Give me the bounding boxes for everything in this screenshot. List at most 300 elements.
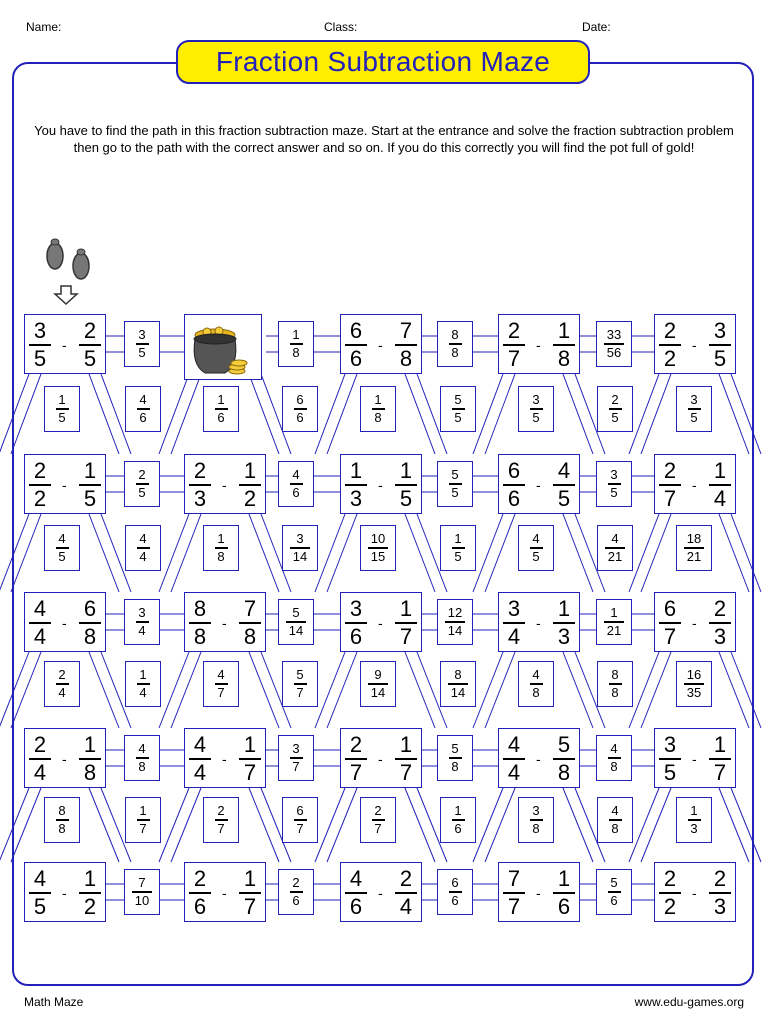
numerator: 8	[193, 596, 207, 621]
numerator: 6	[507, 458, 521, 483]
numerator: 1	[713, 732, 727, 757]
maze-path-line	[0, 788, 29, 862]
denominator: 14	[370, 685, 386, 700]
answer-box	[597, 525, 633, 571]
numerator: 9	[374, 667, 382, 682]
fraction	[187, 867, 213, 919]
maze-path-line	[249, 514, 279, 592]
answer-box	[124, 599, 160, 645]
minus-sign: -	[692, 885, 697, 901]
numerator: 2	[349, 732, 363, 757]
fraction	[126, 532, 160, 564]
fraction	[597, 742, 631, 774]
answer-box	[360, 661, 396, 707]
maze-path-line	[171, 788, 201, 862]
answer-box	[44, 386, 80, 432]
fraction	[677, 393, 711, 425]
answer-box	[125, 386, 161, 432]
fraction	[707, 597, 733, 649]
denominator: 6	[349, 624, 363, 649]
fraction	[283, 393, 317, 425]
numerator: 7	[138, 875, 146, 890]
date-label: Date:	[582, 20, 611, 34]
subtraction-problem	[498, 862, 580, 922]
maze-path-line	[563, 514, 593, 592]
maze-path-line	[719, 514, 749, 592]
fraction	[283, 804, 317, 836]
numerator: 4	[611, 803, 619, 818]
numerator: 33	[606, 327, 622, 342]
maze-path-line	[473, 374, 503, 454]
maze-path-line	[641, 514, 671, 592]
answer-box	[597, 797, 633, 843]
footprints-icon	[40, 236, 102, 308]
fraction	[125, 876, 159, 908]
denominator: 5	[399, 486, 413, 511]
numerator: 4	[139, 392, 147, 407]
denominator: 5	[557, 486, 571, 511]
answer-box	[278, 461, 314, 507]
fraction	[279, 468, 313, 500]
numerator: 2	[33, 732, 47, 757]
subtraction-problem	[184, 592, 266, 652]
fraction	[279, 328, 313, 360]
denominator: 7	[292, 759, 300, 774]
fraction	[237, 733, 263, 785]
answer-box	[437, 869, 473, 915]
denominator: 6	[507, 486, 521, 511]
fraction	[204, 804, 238, 836]
answer-box	[203, 525, 239, 571]
numerator: 3	[138, 327, 146, 342]
fraction	[519, 804, 553, 836]
maze-path-line	[719, 788, 749, 862]
fraction	[125, 328, 159, 360]
fraction	[438, 876, 472, 908]
denominator: 2	[83, 894, 97, 919]
minus-sign: -	[378, 751, 383, 767]
fraction	[361, 532, 395, 564]
numerator: 5	[296, 667, 304, 682]
fraction	[677, 804, 711, 836]
numerator: 2	[663, 866, 677, 891]
denominator: 8	[138, 759, 146, 774]
denominator: 8	[374, 410, 382, 425]
fraction	[597, 876, 631, 908]
numerator: 2	[507, 318, 521, 343]
denominator: 7	[399, 760, 413, 785]
numerator: 10	[370, 531, 386, 546]
answer-box	[282, 661, 318, 707]
denominator: 6	[557, 894, 571, 919]
footer-left: Math Maze	[24, 995, 84, 1009]
numerator: 1	[83, 458, 97, 483]
denominator: 35	[686, 685, 702, 700]
numerator: 3	[292, 741, 300, 756]
denominator: 15	[370, 549, 386, 564]
numerator: 4	[610, 741, 618, 756]
subtraction-problem	[184, 728, 266, 788]
answer-box	[440, 386, 476, 432]
maze-path-line	[405, 514, 435, 592]
fraction	[441, 393, 475, 425]
answer-box	[124, 735, 160, 781]
fraction	[125, 468, 159, 500]
denominator: 6	[349, 346, 363, 371]
denominator: 7	[399, 624, 413, 649]
maze-path-line	[563, 652, 593, 728]
subtraction-problem	[498, 314, 580, 374]
minus-sign: -	[222, 615, 227, 631]
denominator: 7	[139, 821, 147, 836]
maze-path-line	[89, 514, 119, 592]
maze-path-line	[563, 374, 593, 454]
denominator: 5	[58, 549, 66, 564]
fraction	[343, 597, 369, 649]
minus-sign: -	[536, 615, 541, 631]
numerator: 8	[611, 667, 619, 682]
numerator: 3	[610, 467, 618, 482]
answer-box	[203, 797, 239, 843]
numerator: 3	[349, 596, 363, 621]
minus-sign: -	[536, 751, 541, 767]
maze-path-line	[473, 514, 503, 592]
fraction	[657, 867, 683, 919]
page-title: Fraction Subtraction Maze	[176, 40, 590, 84]
numerator: 1	[243, 458, 257, 483]
maze-path-line	[641, 788, 671, 862]
numerator: 1	[83, 866, 97, 891]
numerator: 1	[557, 866, 571, 891]
instructions: You have to find the path in this fraction subtraction maze. Start at the entrance and solve the fraction subtraction problem then go to the path with the correct answer and so on. If you do this correctly you will find the pot full of gold!	[34, 123, 734, 155]
numerator: 2	[58, 667, 66, 682]
subtraction-problem	[340, 592, 422, 652]
denominator: 5	[138, 485, 146, 500]
denominator: 8	[611, 821, 619, 836]
denominator: 8	[532, 685, 540, 700]
fraction	[551, 459, 577, 511]
minus-sign: -	[692, 477, 697, 493]
fraction	[361, 668, 395, 700]
numerator: 2	[374, 803, 382, 818]
fraction	[27, 867, 53, 919]
minus-sign: -	[378, 885, 383, 901]
fraction	[393, 867, 419, 919]
fraction	[45, 532, 79, 564]
denominator: 7	[507, 894, 521, 919]
fraction	[204, 393, 238, 425]
denominator: 4	[33, 760, 47, 785]
maze-path-line	[405, 788, 435, 862]
numerator: 1	[399, 458, 413, 483]
maze-path-line	[485, 374, 515, 454]
maze-path-line	[719, 652, 749, 728]
numerator: 1	[557, 318, 571, 343]
answer-box	[278, 869, 314, 915]
denominator: 5	[454, 549, 462, 564]
answer-box	[437, 735, 473, 781]
fraction	[27, 319, 53, 371]
minus-sign: -	[378, 477, 383, 493]
denominator: 5	[138, 345, 146, 360]
numerator: 2	[663, 458, 677, 483]
numerator: 1	[217, 531, 225, 546]
denominator: 4	[58, 685, 66, 700]
denominator: 5	[713, 346, 727, 371]
fraction	[279, 606, 313, 638]
footer-right: www.edu-games.org	[634, 995, 744, 1009]
answer-box	[203, 661, 239, 707]
fraction	[707, 459, 733, 511]
fraction	[45, 393, 79, 425]
fraction	[441, 804, 475, 836]
denominator: 4	[193, 760, 207, 785]
maze-path-line	[485, 788, 515, 862]
fraction	[125, 606, 159, 638]
numerator: 3	[663, 732, 677, 757]
subtraction-problem	[654, 454, 736, 514]
numerator: 4	[33, 866, 47, 891]
denominator: 7	[243, 894, 257, 919]
numerator: 4	[139, 531, 147, 546]
answer-box	[437, 321, 473, 367]
denominator: 7	[217, 685, 225, 700]
denominator: 6	[454, 821, 462, 836]
goal-box	[184, 314, 262, 380]
numerator: 3	[532, 803, 540, 818]
maze-path-line	[629, 514, 659, 592]
fraction	[343, 733, 369, 785]
numerator: 5	[451, 741, 459, 756]
maze-path-line	[485, 514, 515, 592]
maze-path-line	[0, 514, 29, 592]
denominator: 8	[58, 821, 66, 836]
fraction	[441, 532, 475, 564]
denominator: 3	[713, 894, 727, 919]
fraction	[187, 733, 213, 785]
numerator: 1	[58, 392, 66, 407]
fraction	[657, 733, 683, 785]
denominator: 6	[451, 893, 459, 908]
numerator: 8	[451, 327, 459, 342]
maze-path-line	[315, 374, 345, 454]
numerator: 3	[532, 392, 540, 407]
fraction	[707, 733, 733, 785]
answer-box	[437, 461, 473, 507]
denominator: 4	[399, 894, 413, 919]
fraction	[125, 742, 159, 774]
fraction	[438, 328, 472, 360]
denominator: 8	[557, 760, 571, 785]
fraction	[187, 597, 213, 649]
answer-box	[203, 386, 239, 432]
denominator: 8	[217, 549, 225, 564]
numerator: 1	[454, 803, 462, 818]
fraction	[204, 668, 238, 700]
maze-path-line	[89, 652, 119, 728]
denominator: 5	[83, 486, 97, 511]
numerator: 6	[451, 875, 459, 890]
maze-path-line	[159, 374, 189, 454]
minus-sign: -	[62, 751, 67, 767]
minus-sign: -	[536, 337, 541, 353]
fraction	[343, 319, 369, 371]
fraction	[707, 867, 733, 919]
fraction	[393, 733, 419, 785]
denominator: 3	[193, 486, 207, 511]
fraction	[126, 668, 160, 700]
numerator: 2	[292, 875, 300, 890]
minus-sign: -	[62, 337, 67, 353]
numerator: 4	[33, 596, 47, 621]
fraction	[393, 597, 419, 649]
subtraction-problem	[184, 862, 266, 922]
numerator: 6	[349, 318, 363, 343]
maze-path-line	[629, 374, 659, 454]
answer-box	[597, 386, 633, 432]
denominator: 21	[606, 623, 622, 638]
maze-path-line	[731, 514, 761, 592]
fraction	[77, 459, 103, 511]
numerator: 4	[193, 732, 207, 757]
subtraction-problem	[24, 728, 106, 788]
denominator: 8	[451, 345, 459, 360]
denominator: 7	[243, 760, 257, 785]
answer-box	[125, 525, 161, 571]
maze-path-line	[731, 788, 761, 862]
denominator: 7	[217, 821, 225, 836]
answer-box	[518, 525, 554, 571]
numerator: 4	[507, 732, 521, 757]
fraction	[501, 867, 527, 919]
denominator: 2	[663, 894, 677, 919]
numerator: 4	[58, 531, 66, 546]
fraction	[126, 393, 160, 425]
denominator: 6	[139, 410, 147, 425]
numerator: 2	[217, 803, 225, 818]
maze-path-line	[249, 652, 279, 728]
denominator: 2	[663, 346, 677, 371]
maze-path-line	[159, 788, 189, 862]
numerator: 5	[557, 732, 571, 757]
numerator: 1	[557, 596, 571, 621]
numerator: 1	[399, 732, 413, 757]
denominator: 8	[611, 685, 619, 700]
fraction	[598, 804, 632, 836]
numerator: 1	[243, 866, 257, 891]
answer-box	[596, 461, 632, 507]
answer-box	[124, 869, 160, 915]
numerator: 2	[83, 318, 97, 343]
answer-box	[124, 321, 160, 367]
answer-box	[596, 321, 632, 367]
subtraction-problem	[24, 314, 106, 374]
fraction	[707, 319, 733, 371]
fraction	[551, 867, 577, 919]
numerator: 3	[138, 605, 146, 620]
numerator: 4	[292, 467, 300, 482]
fraction	[77, 733, 103, 785]
answer-box	[278, 321, 314, 367]
denominator: 7	[663, 624, 677, 649]
numerator: 1	[243, 732, 257, 757]
answer-box	[282, 386, 318, 432]
fraction	[283, 532, 317, 564]
maze-path-line	[171, 514, 201, 592]
minus-sign: -	[62, 477, 67, 493]
denominator: 5	[33, 894, 47, 919]
minus-sign: -	[222, 751, 227, 767]
minus-sign: -	[62, 885, 67, 901]
fraction	[204, 532, 238, 564]
minus-sign: -	[222, 885, 227, 901]
fraction	[361, 804, 395, 836]
numerator: 3	[507, 596, 521, 621]
denominator: 3	[690, 821, 698, 836]
arrow-down-icon	[55, 286, 77, 304]
subtraction-problem	[498, 454, 580, 514]
numerator: 1	[139, 803, 147, 818]
fraction	[361, 393, 395, 425]
answer-box	[596, 869, 632, 915]
fraction	[77, 597, 103, 649]
denominator: 4	[138, 623, 146, 638]
denominator: 5	[532, 410, 540, 425]
numerator: 1	[690, 803, 698, 818]
answer-box	[676, 386, 712, 432]
maze-path-line	[11, 374, 41, 454]
fraction	[519, 668, 553, 700]
maze-path-line	[629, 652, 659, 728]
fraction	[237, 459, 263, 511]
denominator: 5	[33, 346, 47, 371]
subtraction-problem	[654, 728, 736, 788]
numerator: 1	[292, 327, 300, 342]
denominator: 14	[288, 623, 304, 638]
numerator: 7	[399, 318, 413, 343]
denominator: 6	[193, 894, 207, 919]
answer-box	[596, 735, 632, 781]
numerator: 5	[451, 467, 459, 482]
numerator: 2	[193, 458, 207, 483]
denominator: 3	[713, 624, 727, 649]
denominator: 8	[193, 624, 207, 649]
maze-path-line	[249, 788, 279, 862]
answer-box	[282, 525, 318, 571]
numerator: 7	[243, 596, 257, 621]
numerator: 1	[83, 732, 97, 757]
numerator: 5	[292, 605, 300, 620]
minus-sign: -	[536, 885, 541, 901]
denominator: 14	[292, 549, 308, 564]
denominator: 8	[532, 821, 540, 836]
denominator: 7	[296, 685, 304, 700]
fraction	[27, 733, 53, 785]
maze-path-line	[315, 788, 345, 862]
answer-box	[676, 525, 712, 571]
numerator: 2	[713, 596, 727, 621]
answer-box	[44, 797, 80, 843]
fraction	[501, 733, 527, 785]
denominator: 5	[451, 485, 459, 500]
denominator: 5	[454, 410, 462, 425]
denominator: 4	[139, 549, 147, 564]
maze-path-line	[89, 788, 119, 862]
numerator: 2	[663, 318, 677, 343]
denominator: 7	[374, 821, 382, 836]
maze-path-line	[731, 374, 761, 454]
minus-sign: -	[536, 477, 541, 493]
